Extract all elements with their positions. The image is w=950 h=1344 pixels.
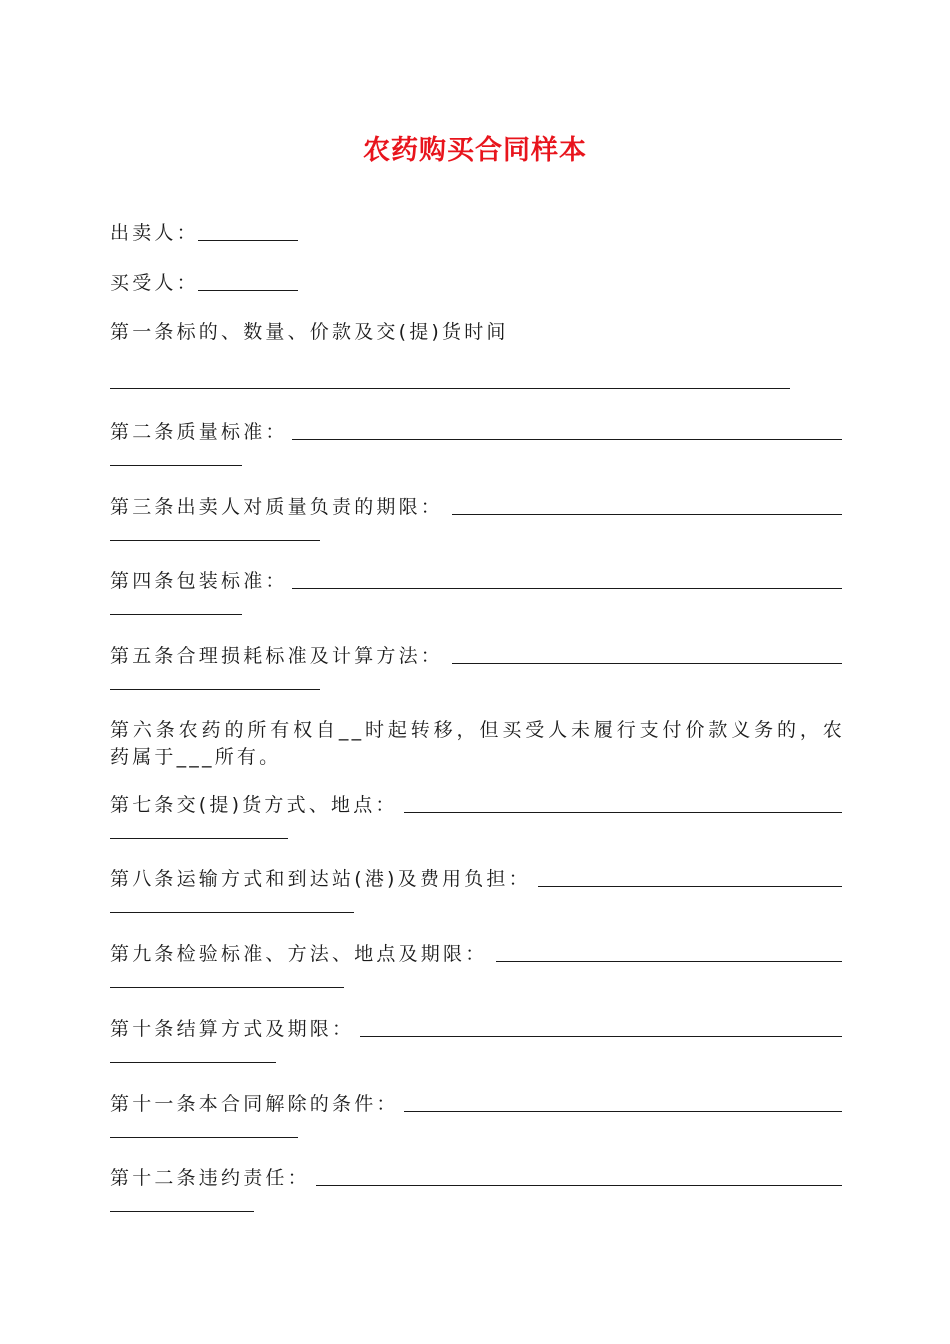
clause-12: 第十二条违约责任： <box>110 1167 310 1189</box>
clause-7: 第七条交(提)货方式、地点： <box>110 794 398 816</box>
buyer-blank <box>198 290 298 291</box>
clause-5: 第五条合理损耗标准及计算方法： <box>110 645 444 667</box>
clause-9-blank <box>496 961 842 962</box>
clause-2-blank-cont <box>110 465 242 466</box>
clause-1: 第一条标的、数量、价款及交(提)货时间 <box>110 321 509 343</box>
clause-12-blank-cont <box>110 1211 254 1212</box>
seller-label: 出卖人： <box>110 222 199 244</box>
clause-3-blank <box>452 514 842 515</box>
clause-2: 第二条质量标准： <box>110 421 288 443</box>
seller-blank <box>198 240 298 241</box>
clause-10-blank <box>360 1036 842 1037</box>
clause-11-blank <box>404 1111 842 1112</box>
clause-1-blank <box>110 388 790 389</box>
clause-4: 第四条包装标准： <box>110 570 288 592</box>
clause-11-blank-cont <box>110 1137 298 1138</box>
clause-11: 第十一条本合同解除的条件： <box>110 1093 399 1115</box>
clause-2-blank <box>292 439 842 440</box>
clause-3-blank-cont <box>110 540 320 541</box>
clause-6: 第六条农药的所有权自__时起转移，但买受人未履行支付价款义务的，农药属于___所有。 <box>110 719 845 768</box>
clause-5-blank-cont <box>110 689 320 690</box>
clause-9: 第九条检验标准、方法、地点及期限： <box>110 943 488 965</box>
clause-7-blank <box>404 812 842 813</box>
clause-12-blank <box>316 1185 842 1186</box>
buyer-label: 买受人： <box>110 272 199 294</box>
clause-5-blank <box>452 663 842 664</box>
clause-3: 第三条出卖人对质量负责的期限： <box>110 496 444 518</box>
clause-4-blank <box>292 588 842 589</box>
clause-10-blank-cont <box>110 1062 276 1063</box>
clause-4-blank-cont <box>110 614 242 615</box>
clause-9-blank-cont <box>110 987 344 988</box>
clause-7-blank-cont <box>110 838 288 839</box>
clause-8-blank <box>538 886 842 887</box>
clause-10: 第十条结算方式及期限： <box>110 1018 355 1040</box>
document-title: 农药购买合同样本 <box>363 135 587 166</box>
clause-8-blank-cont <box>110 912 354 913</box>
clause-8: 第八条运输方式和到达站(港)及费用负担： <box>110 868 531 890</box>
